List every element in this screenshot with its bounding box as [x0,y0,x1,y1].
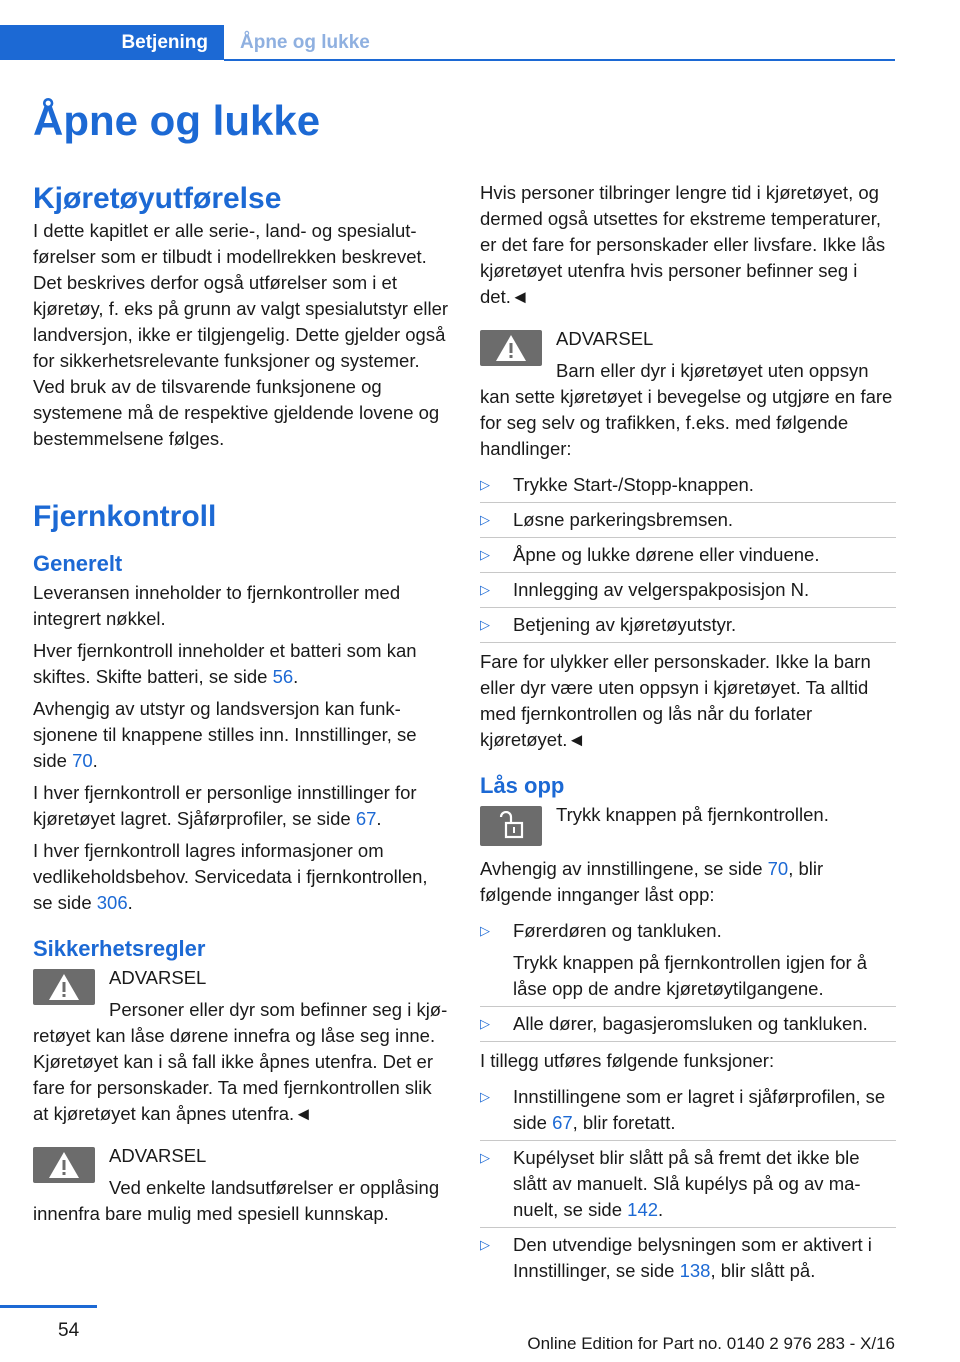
warning-triangle-icon [33,969,95,1005]
list-item [480,1007,896,1042]
unlock-list [480,914,896,1042]
heading-kjoretoyutforelse: Kjøretøyutførelse [33,182,282,215]
unlock-text: Trykk knappen på fjernkontrollen. [556,803,829,825]
list-item-text: Innstillingene som er lagret i sjåførprofilen, se side [513,1085,886,1133]
warning-label: ADVARSEL [109,966,207,988]
breadcrumb[interactable]: Åpne og lukke [240,31,370,53]
list-item [480,503,896,538]
list-item-text: Åpne og lukke dørene eller vinduene. [513,544,820,565]
functions-list [480,1080,896,1288]
page-number: 54 [58,1320,80,1341]
paragraph-servicedata [33,838,449,916]
list-item [480,608,896,643]
punctuation: . [376,807,382,829]
heading-sikkerhetsregler: Sikkerhetsregler [33,935,206,961]
paragraph-personlige-text: I hver fjernkontroll er personlige innstillinger for kjøretøyet lagret. Sjåførprofiler, se side [33,781,417,829]
triangle-right-icon: ▷ [480,512,490,527]
triangle-right-icon: ▷ [480,1015,490,1031]
punctuation: . [127,891,133,913]
paragraph-leveransen: Leveransen inneholder to fjernkontroller med integrert nøkkel. [33,581,401,629]
paragraph-tillegg: I tillegg utføres følgende funksjoner: [480,1049,775,1071]
paragraph-batteri-text: Hver fjernkontroll inneholder et batteri som kan skiftes. Skifte batteri, se side [33,639,417,687]
warning-triangle-icon [480,330,542,366]
list-item-text: Trykke Start-/Stopp-knappen. [513,474,754,495]
paragraph-ulykker: Fare for ulykker eller personskader. Ikke la barn eller dyr være uten oppsyn i kjøretøyet. Ta alltid med fjernkontrollen og lås når du forlater kjøretøyet.◄ [480,651,871,750]
paragraph-avhengig [480,856,896,908]
action-list [480,468,896,643]
warning-label: ADVARSEL [556,328,654,349]
list-item-text: Den utvendige belysningen som er aktivert i Innstillinger, se side [513,1233,872,1281]
triangle-right-icon: ▷ [480,477,490,492]
triangle-right-icon: ▷ [480,922,490,938]
list-item-text: Kupélyset blir slått på så fremt det ikke ble slått av manuelt. Slå kupélys på og av manuelt, se side [513,1146,861,1220]
list-item [480,1080,896,1141]
paragraph-servicedata-text: I hver fjernkontroll lagres informasjoner om vedlikeholdsbehov. Servicedata i fjernkontrollen, se side [33,839,428,913]
list-item-text-end: , blir foretatt. [572,1111,676,1133]
edition-note: Online Edition for Part no. 0140 2 976 283 - X/16 [527,1334,895,1353]
right-column [480,180,896,1294]
triangle-right-icon: ▷ [480,1149,490,1165]
heading-generelt: Generelt [33,551,123,576]
warning-triangle-icon [33,1147,95,1183]
warning-box-1 [33,965,449,1127]
paragraph-temperatur: Hvis personer tilbringer lengre tid i kjøretøyet, og dermed også utsettes for ekstreme temperaturer, er det fare for personskader eller livsfare. Ikke lås kjøretøyet utenfra hvis personer befinner seg i det.◄ [480,182,886,307]
triangle-right-icon: ▷ [480,547,490,562]
page-link-56[interactable]: 56 [272,665,294,687]
list-item-text: Alle dører, bagasjeromsluken og tankluken. [513,1012,868,1034]
unlock-instruction [480,802,896,846]
page-link-142[interactable]: 142 [627,1198,659,1220]
punctuation: . [293,665,299,687]
page-link-67[interactable]: 67 [552,1111,573,1133]
list-item-text-end: , blir slått på. [710,1259,816,1281]
triangle-right-icon: ▷ [480,1236,490,1252]
page-link-306[interactable]: 306 [96,891,128,913]
paragraph-knapper [33,696,449,774]
warning-text: Ved enkelte landsutførelser er opplåsing innenfra bare mulig med spesiell kunnskap. [33,1176,440,1224]
page-link-70[interactable]: 70 [767,857,789,879]
punctuation: . [92,749,98,771]
paragraph-batteri [33,638,449,690]
heading-fjernkontroll: Fjernkontroll [33,499,217,533]
page-link-70[interactable]: 70 [72,749,93,771]
heading-las-opp: Lås opp [480,773,565,798]
page-title: Åpne og lukke [33,97,321,144]
page-link-138[interactable]: 138 [679,1259,711,1281]
footer-rule [0,1305,97,1308]
unlock-padlock-icon [480,806,542,846]
warning-text: Barn eller dyr i kjøretøyet uten oppsyn kan sette kjøretøyet i bevegelse og utgjøre en fare for seg selv og trafikken, f.eks. med følgende handlinger: [480,360,893,459]
list-item [480,914,896,1007]
paragraph-kjoretoyutforelse: I dette kapitlet er alle serie-, land- og spesialutførelser som er tilbudt i modellrekken beskrevet. Det beskrives derfor også utførelser som i et kjøretøy, f. eks på grunn av valgt spesialutstyr eller landversjon, ikke er tilgjengelig. Dette gjelder også for sikkerhetsrelevante funksjoner og systemer. Ved bruk av de tilsvarende funksjonene og systemene må de respektive gjeldende lovene og bestemmelsene følges. [33,219,449,449]
list-item [480,573,896,608]
left-column [33,180,449,1233]
warning-box-2 [33,1143,449,1227]
list-item [480,468,896,503]
list-item [480,538,896,573]
paragraph-avhengig-end: , blir følgende innganger låst opp: [480,857,824,905]
warning-label: ADVARSEL [109,1144,207,1166]
page-link-67[interactable]: 67 [355,807,377,829]
list-item-text-end: . [658,1198,664,1220]
list-item-text: Betjening av kjøretøyutstyr. [513,614,737,635]
triangle-right-icon: ▷ [480,1088,490,1104]
section-tab[interactable]: Betjening [0,25,224,60]
list-item-text: Førerdøren og tankluken. [513,919,722,941]
list-item-text: Løsne parkeringsbremsen. [513,509,734,530]
list-item-text: Innlegging av velgerspakposisjon N. [513,579,810,600]
list-item [480,1228,896,1288]
triangle-right-icon: ▷ [480,582,490,597]
paragraph-personlige [33,780,449,832]
warning-box-3 [480,326,896,462]
paragraph-knapper-text: Avhengig av utstyr og landsversjon kan funksjonene til knappene stilles inn. Innstillinger, se side [33,697,417,771]
header-rule [224,59,895,61]
list-item-subtext: Trykk knappen på fjernkontrollen igjen for å låse opp de andre kjøretøytilgangene. [513,951,868,999]
paragraph-avhengig-text: Avhengig av innstillingene, se side [480,857,768,879]
warning-text: Personer eller dyr som befinner seg i kjøretøyet kan låse dørene innefra og låse seg inne. Kjøretøyet kan i så fall ikke åpnes utenfra. Det er fare for personskader. Ta med fjernkontrollen slik at kjøretøyet kan åpnes utenfra.◄ [33,998,448,1124]
list-item [480,1141,896,1228]
triangle-right-icon: ▷ [480,617,490,632]
